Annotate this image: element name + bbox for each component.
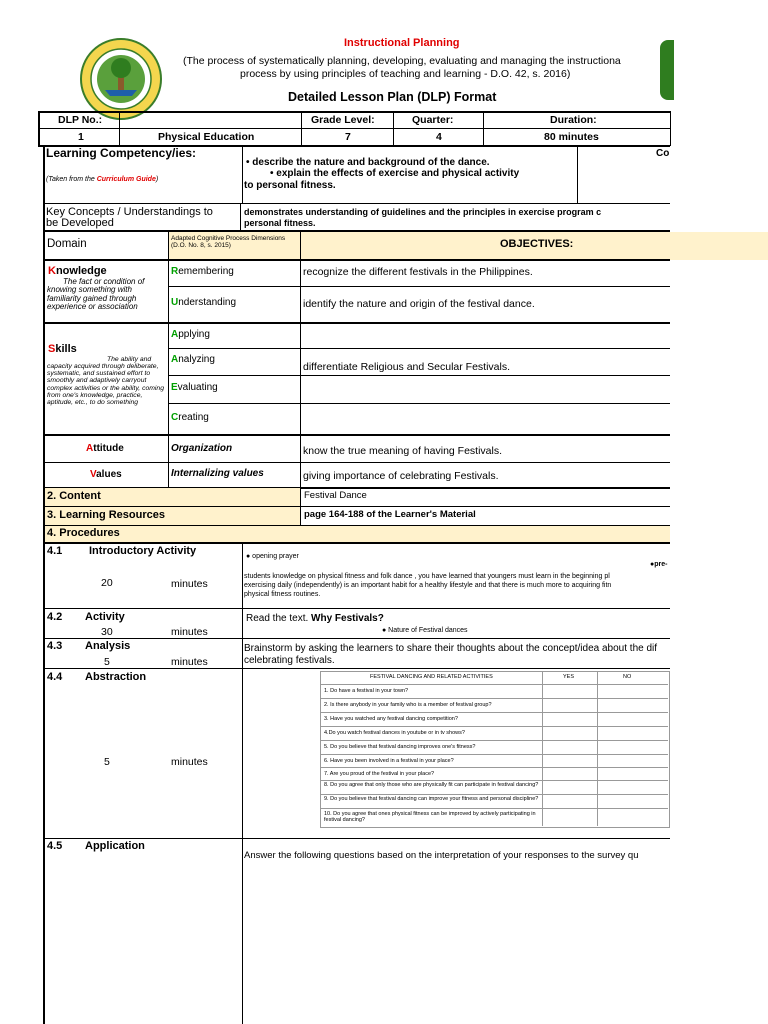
code-label: Co: [656, 148, 670, 159]
dlp-no-value: 1: [78, 131, 84, 143]
p41-bullet-1: ● opening prayer: [246, 553, 299, 560]
p41-text-3: physical fitness routines.: [244, 591, 321, 598]
survey-header-no: NO: [623, 674, 632, 680]
p41-unit: minutes: [171, 578, 208, 590]
p44-num: 4.4: [47, 671, 63, 683]
remembering-objective: recognize the different festivals in the Philippines.: [303, 266, 533, 278]
content-label: 2. Content: [47, 490, 101, 502]
dlp-no-label: DLP No.:: [58, 114, 103, 126]
key-concepts-text-2: personal fitness.: [244, 218, 316, 228]
p42-num: 4.2: [47, 611, 63, 623]
p42-minutes: 30: [101, 626, 113, 638]
analyzing-level: Analyzing: [171, 354, 215, 365]
p41-num: 4.1: [47, 545, 63, 557]
p45-text: Answer the following questions based on the interpretation of your responses to the survey qu: [244, 850, 639, 861]
p43-text-1: Brainstorm by asking the learners to share their thoughts about the concept/idea about the dif: [244, 643, 658, 654]
key-concepts-label-1: Key Concepts / Understandings to: [46, 206, 213, 218]
survey-row: 3. Have you watched any festival dancing competition?: [320, 712, 668, 726]
survey-row: 9. Do you believe that festival dancing can improve your fitness and personal discipline?: [320, 794, 668, 808]
remembering-level: Remembering: [171, 266, 234, 277]
grade-level-value: 7: [345, 131, 351, 143]
p45-num: 4.5: [47, 840, 63, 852]
p44-title: Abstraction: [85, 671, 147, 683]
survey-row: 5. Do you believe that festival dancing improves one's fitness?: [320, 740, 668, 754]
survey-header-yes: YES: [563, 674, 575, 680]
knowledge-desc: The fact or condition of knowing something with familiarity gained through experience or association: [47, 277, 145, 312]
creating-level: Creating: [171, 412, 209, 423]
doc-title: Detailed Lesson Plan (DLP) Format: [288, 90, 497, 104]
attitude-objective: know the true meaning of having Festivals.: [303, 445, 503, 457]
attitude-level: Organization: [171, 443, 233, 454]
survey-row: 1. Do have a festival in your town?: [320, 684, 668, 698]
p41-bullet-2: ●pre-: [650, 561, 668, 568]
p41-text-1: students knowledge on physical fitness and folk dance , you have learned that youngers must learn in the beginning pl: [244, 573, 610, 580]
resources-value: page 164-188 of the Learner's Material: [304, 509, 476, 520]
understanding-level: Understanding: [171, 297, 237, 308]
survey-header-title: FESTIVAL DANCING AND RELATED ACTIVITIES: [370, 674, 493, 680]
p42-bullet: ● Nature of Festival dances: [382, 627, 468, 634]
competency-item-2b: to personal fitness.: [244, 180, 336, 191]
objectives-header: OBJECTIVES:: [500, 238, 574, 250]
evaluating-level: Evaluating: [171, 382, 218, 393]
knowledge-label: Knowledge: [48, 265, 107, 277]
values-objective: giving importance of celebrating Festivals.: [303, 470, 499, 482]
quarter-label: Quarter:: [412, 114, 454, 126]
competency-item-2: • explain the effects of exercise and physical activity: [270, 168, 520, 179]
key-concepts-label-2: be Developed: [46, 217, 114, 229]
content-value: Festival Dance: [304, 490, 367, 501]
quarter-value: 4: [436, 131, 442, 143]
values-label: Values: [90, 469, 122, 480]
p42-unit: minutes: [171, 626, 208, 638]
p41-text-2: exercising daily (independently) is an important habit for a healthy lifestyle and that there is much more to acquiring fitn: [244, 582, 612, 589]
instructional-planning-title: Instructional Planning: [344, 37, 460, 49]
survey-row: 2. Is there anybody in your family who is a member of festival group?: [320, 698, 668, 712]
learning-competency-label: Learning Competency/ies:: [46, 146, 197, 160]
dimensions-header: Adapted Cognitive Process Dimensions (D.O. No. 8, s. 2015): [171, 235, 286, 249]
p43-unit: minutes: [171, 656, 208, 668]
subtitle-line-1: (The process of systematically planning, developing, evaluating and managing the instructiona: [183, 55, 621, 67]
skills-label: Skills: [48, 343, 77, 355]
resources-label: 3. Learning Resources: [47, 509, 165, 521]
applying-level: Applying: [171, 329, 210, 340]
analyzing-objective: differentiate Religious and Secular Festivals.: [303, 361, 511, 373]
deped-seal: [80, 38, 162, 120]
p43-title: Analysis: [85, 640, 131, 652]
p43-text-2: celebrating festivals.: [244, 655, 335, 666]
p42-text: Read the text. Why Festivals?: [246, 613, 384, 624]
subject-value: Physical Education: [158, 131, 255, 143]
survey-row: 10. Do you agree that ones physical fitness can be improved by actively participating in festival dancing?: [320, 808, 668, 826]
understanding-objective: identify the nature and origin of the festival dance.: [303, 298, 535, 310]
p44-minutes: 5: [104, 756, 110, 768]
p42-title: Activity: [85, 611, 125, 623]
p44-unit: minutes: [171, 756, 208, 768]
competency-item-1: • describe the nature and background of the dance.: [246, 157, 490, 168]
survey-row: 4.Do you watch festival dances in youtube or in tv shows?: [320, 726, 668, 740]
p43-minutes: 5: [104, 656, 110, 668]
survey-row: 6. Have you been involved in a festival in your place?: [320, 754, 668, 768]
p41-title: Introductory Activity: [89, 545, 197, 557]
key-concepts-text-1: demonstrates understanding of guidelines and the principles in exercise program c: [244, 207, 602, 217]
subtitle-line-2: process by using principles of teaching and learning - D.O. 42, s. 2016): [240, 68, 571, 80]
attitude-label: Attitude: [86, 443, 124, 454]
p43-num: 4.3: [47, 640, 63, 652]
survey-row: 8. Do you agree that only those who are physically fit can participate in festival dancing?: [320, 780, 668, 794]
procedures-label: 4. Procedures: [47, 527, 120, 539]
curriculum-guide-link: Curriculum Guide: [96, 176, 156, 183]
domain-header: Domain: [47, 238, 87, 250]
survey-row: 7. Are you proud of the festival in your place?: [320, 767, 668, 781]
taken-from-note: (Taken from the Curriculum Guide): [46, 176, 159, 183]
skills-desc: The ability and capacity acquired through deliberate, systematic, and sustained effort to smoothly and adaptively carryout complex activities or the ability, coming from one's knowledge, practice, aptitude, etc., to do something: [47, 356, 164, 406]
duration-label: Duration:: [550, 114, 597, 126]
grade-level-label: Grade Level:: [311, 114, 375, 126]
p41-minutes: 20: [101, 577, 113, 589]
side-seal-fragment: [660, 40, 674, 100]
p45-title: Application: [85, 840, 145, 852]
duration-value: 80 minutes: [544, 131, 599, 143]
values-level: Internalizing values: [171, 468, 264, 479]
